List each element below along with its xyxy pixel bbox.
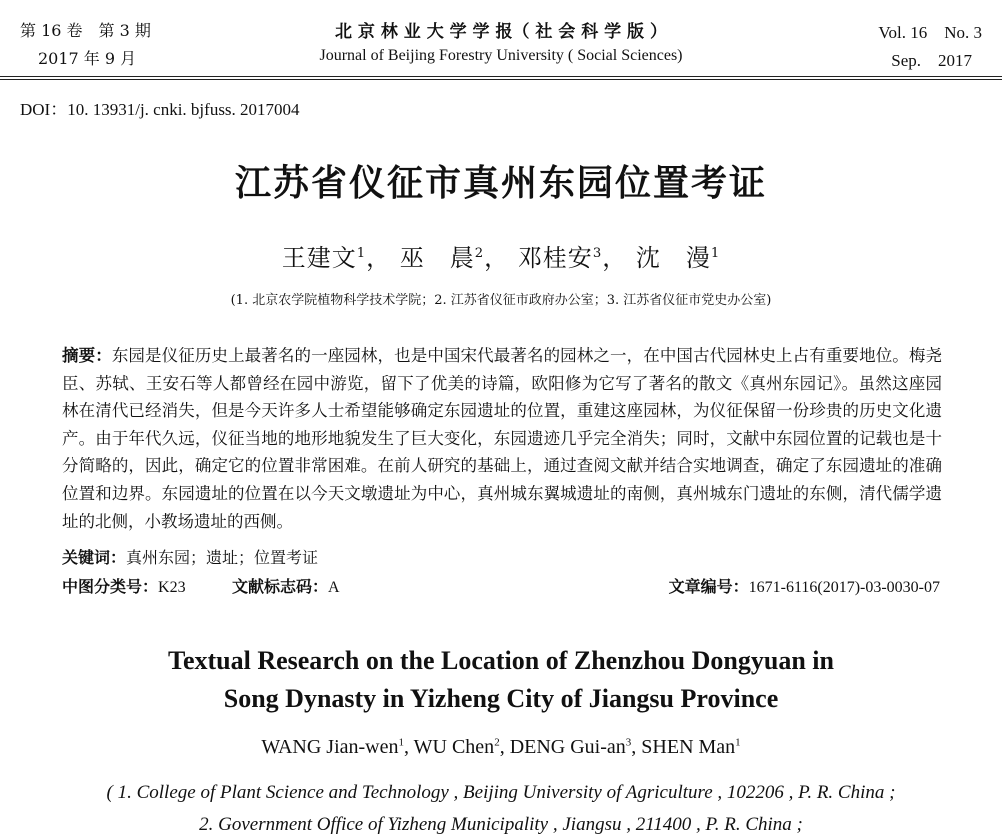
doc-code-label: 文献标志码：: [232, 577, 329, 596]
article-number-label: 文章编号：: [668, 577, 749, 596]
author-cn: 沈 漫$^1$: [635, 244, 721, 272]
authors-cn: [0, 238, 1002, 273]
doi: DOI：10. 13931/j. cnki. bjfuss. 2017004: [20, 100, 300, 119]
article-number: [669, 574, 940, 597]
author-cn: 王建文$^1$，: [281, 244, 392, 272]
abstract-text: 东园是仪征历史上最著名的一座园林，也是中国宋代最著名的园林之一，在中国古代园林史上占有重要地位。梅尧臣、苏轼、王安石等人都曾经在园中游览，留下了优美的诗篇，欧阳修为它写了著名的散文《真州东园记》。虽然这座园林在清代已经消失，但是今天许多人士希望能够确定东园遗址的位置，重建这座园林，为仪征保留一份珍贵的历史文化遗产。由于年代久远，仪征当地的地形地貌发生了巨大变化，东园遗迹几乎完全消失；同时，文献中东园位置的记载也是十分简略的，因此，确定它的位置非常困难。在前人研究的基础上，通过查阅文献并结合实地调查，确定了东园遗址的准确位置和边界。东园遗址的位置在以今天文墩遗址为中心，真州城东翼城遗址的南侧，真州城东门遗址的东侧，清代儒学遗址的北侧，小教场遗址的西侧。: [62, 346, 943, 531]
abstract: [62, 342, 942, 535]
author-cn: 巫 晨$^2$，: [399, 244, 510, 272]
title-en-line-1: Textual Research on the Location of Zhenzhou Dongyuan in: [168, 646, 834, 675]
article-number-value: 1671-6116(2017)-03-0030-07: [748, 579, 940, 596]
keywords: [62, 545, 318, 568]
title-cn: 江苏省仪征市真州东园位置考证: [234, 163, 767, 204]
date-en: Sep. 2017: [891, 51, 972, 70]
authors-en: [0, 736, 1002, 759]
author-en: WU Chen$^2$,: [413, 736, 510, 758]
author-en: DENG Gui-$an^3$,: [509, 736, 642, 758]
author-cn: 邓桂安$^3$，: [517, 244, 628, 272]
keywords-text: 真州东园；遗址；位置考证: [126, 548, 319, 567]
clc-number: [62, 574, 186, 597]
affiliation-en-2: 2. Government Office of Yizheng Municipality , Jiangsu , 211400 , P. R. China ;: [199, 814, 803, 835]
keywords-label: 关键词：: [62, 548, 127, 567]
clc-label: 中图分类号：: [62, 577, 159, 596]
author-en: SHEN Man$^1$: [641, 736, 741, 758]
doc-code-value: A: [328, 579, 340, 596]
clc-value: K23: [158, 579, 186, 596]
affiliations-cn: (1. 北京农学院植物科学技术学院；2. 江苏省仪征市政府办公室；3. 江苏省仪征市党史办公室): [230, 293, 772, 308]
journal-name-en: Journal of Beijing Forestry University ( Social Sciences): [319, 47, 683, 64]
journal-name-cn: 北 京 林 业 大 学 学 报（ 社 会 科 学 版 ）: [335, 22, 667, 42]
volume-issue-cn: 第 16 卷 第 3 期: [20, 21, 151, 40]
header-rule: [0, 76, 1002, 77]
affiliation-en-1: ( 1. College of Plant Science and Technology , Beijing University of Agriculture , 102206 , P. R. China ;: [106, 782, 896, 803]
document-code: [232, 574, 340, 597]
title-en-line-2: Song Dynasty in Yizheng City of Jiangsu Province: [223, 684, 779, 713]
volume-issue-en: Vol. 16 No. 3: [878, 23, 982, 42]
header-rule-secondary: [0, 79, 1002, 80]
author-en: WANG Jian-wen$^1$,: [261, 736, 414, 758]
date-cn: 2017 年 9 月: [38, 49, 137, 68]
abstract-label: 摘要：: [62, 346, 112, 365]
